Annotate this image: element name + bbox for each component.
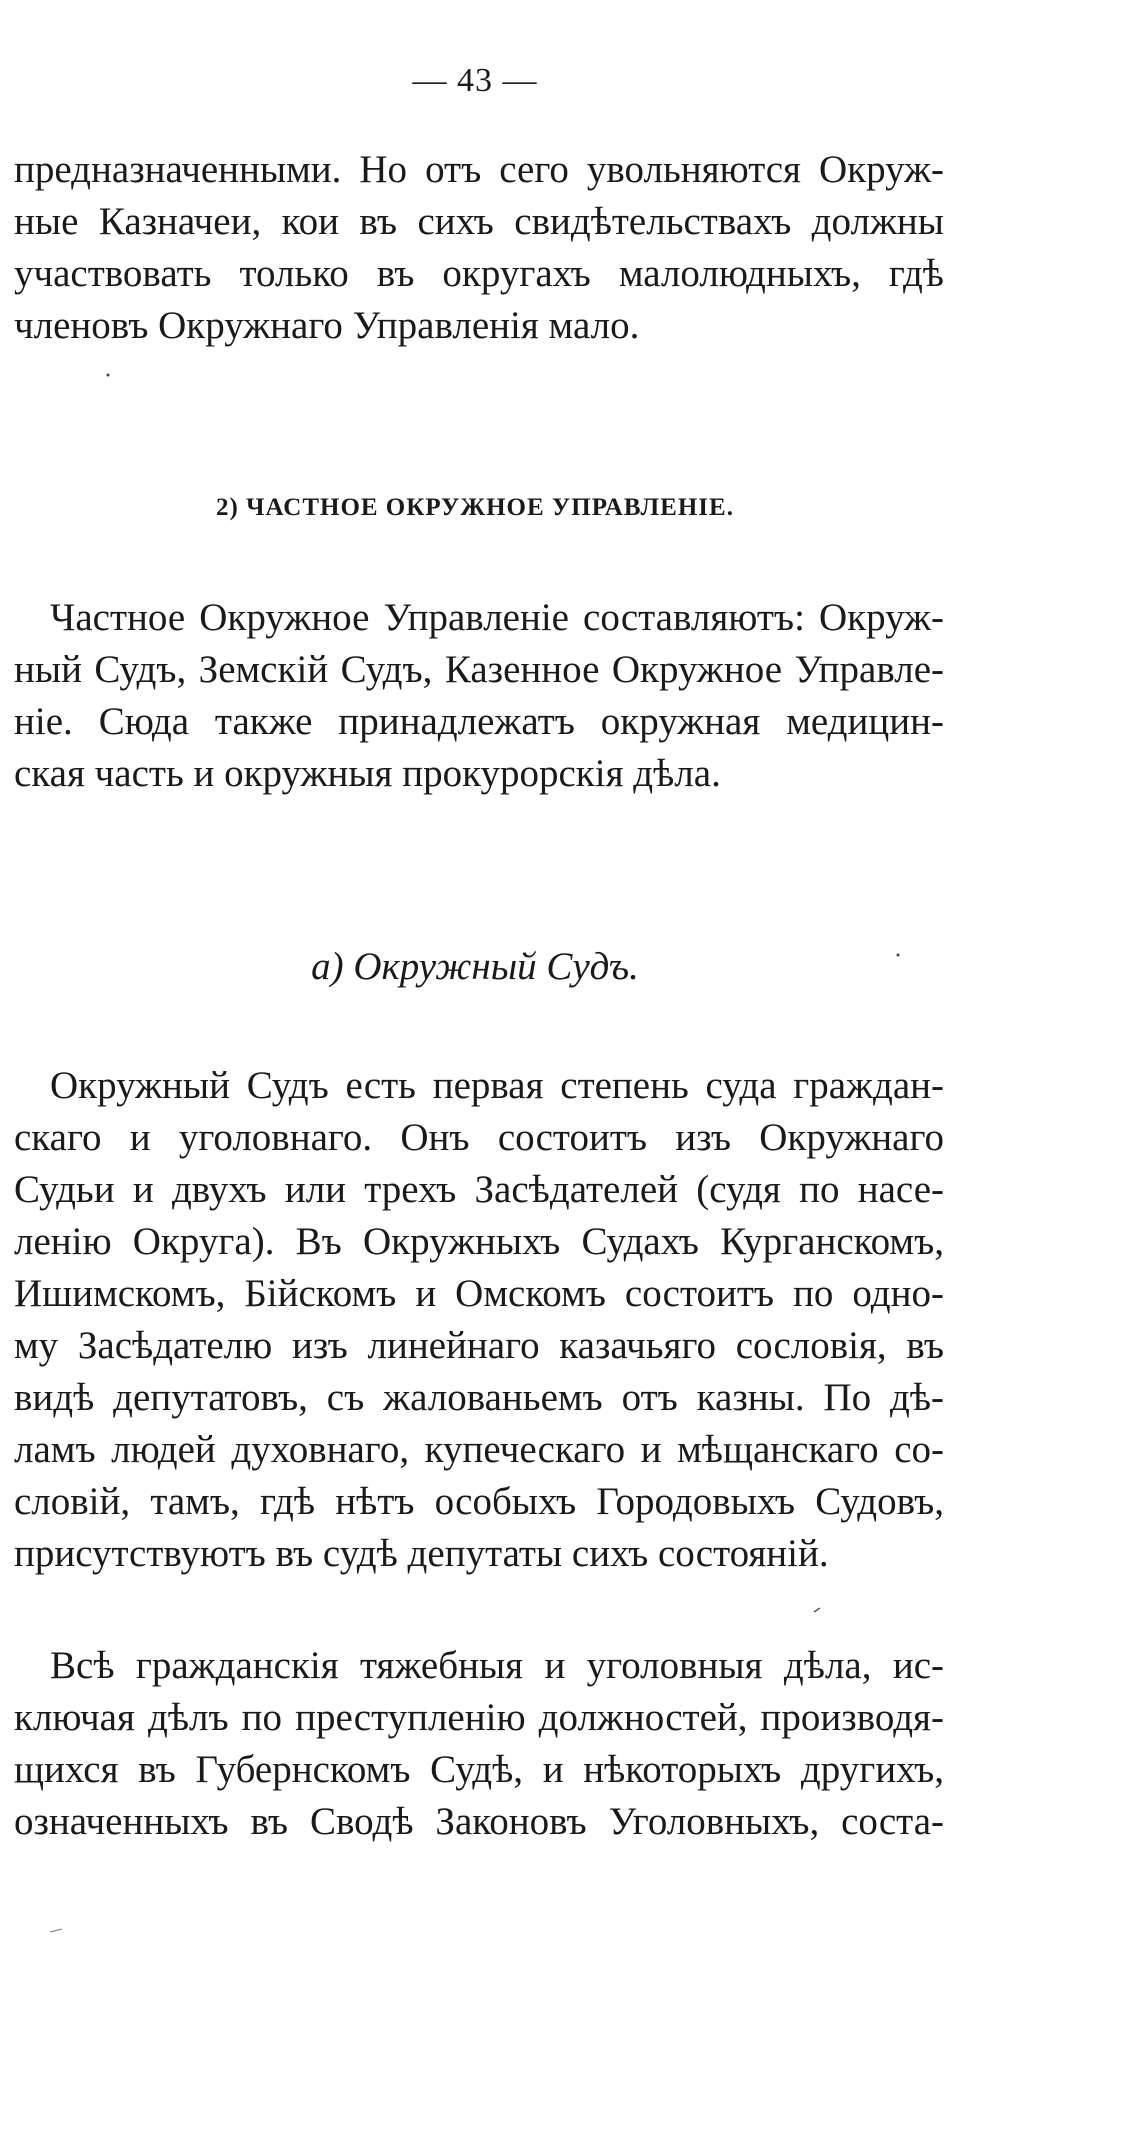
text-line: Судьи и двухъ или трехъ Засѣдателей (судя по насе- bbox=[14, 1168, 944, 1211]
sub-heading: а) Окружный Судъ. bbox=[311, 945, 639, 988]
text-line: словій, тамъ, гдѣ нѣтъ особыхъ Городовыхъ Судовъ, bbox=[14, 1480, 944, 1523]
text-line: ленію Округа). Въ Окружныхъ Судахъ Курганскомъ, bbox=[14, 1220, 944, 1263]
text-line: ніе. Сюда также принадлежатъ окружная медицин- bbox=[14, 700, 944, 743]
text-line: означенныхъ въ Сводѣ Законовъ Уголовныхъ, соста- bbox=[14, 1800, 944, 1843]
text-line: щихся въ Губернскомъ Судѣ, и нѣкоторыхъ другихъ, bbox=[14, 1748, 944, 1791]
paragraph-2 bbox=[14, 592, 944, 800]
section-heading: 2) ЧАСТНОЕ ОКРУЖНОЕ УПРАВЛЕНІЕ. bbox=[216, 494, 734, 521]
text-line: видѣ депутатовъ, съ жалованьемъ отъ казны. По дѣ- bbox=[14, 1376, 944, 1419]
text-line: Ишимскомъ, Бійскомъ и Омскомъ состоитъ по одно- bbox=[14, 1272, 944, 1315]
text-line: скаго и уголовнаго. Онъ состоитъ изъ Окружнаго bbox=[14, 1116, 944, 1159]
text-line: му Засѣдателю изъ линейнаго казачьяго сословія, въ bbox=[14, 1324, 944, 1367]
text-line: Частное Окружное Управленіе составляютъ: Окруж- bbox=[50, 596, 944, 639]
text-line: ный Судъ, Земскій Судъ, Казенное Окружное Управле- bbox=[14, 648, 944, 691]
paragraph-1 bbox=[14, 144, 944, 352]
paragraph-4 bbox=[14, 1640, 944, 1848]
text-line: ская часть и окружныя прокурорскія дѣла. bbox=[14, 752, 721, 795]
text-line: ключая дѣлъ по преступленію должностей, производя- bbox=[14, 1696, 944, 1739]
speck bbox=[107, 374, 110, 377]
text-line: предназначенными. Но отъ сего увольняются Окруж- bbox=[14, 148, 944, 191]
text-line: Всѣ гражданскія тяжебныя и уголовныя дѣла, ис- bbox=[50, 1644, 944, 1687]
text-line: ламъ людей духовнаго, купеческаго и мѣщанскаго со- bbox=[14, 1428, 944, 1471]
page-number: — 43 — bbox=[412, 62, 538, 99]
paragraph-3 bbox=[14, 1060, 944, 1580]
text-line: членовъ Окружнаго Управленія мало. bbox=[14, 304, 640, 347]
text-line: ные Казначеи, кои въ сихъ свидѣтельствахъ должны bbox=[14, 200, 944, 243]
speck bbox=[50, 1929, 62, 1932]
text-line: присутствуютъ въ судѣ депутаты сихъ состояній. bbox=[14, 1532, 829, 1575]
speck bbox=[814, 1608, 820, 1612]
text-line: Окружный Судъ есть первая степень суда граждан- bbox=[50, 1064, 944, 1107]
text-line: участвовать только въ округахъ малолюдныхъ, гдѣ bbox=[14, 252, 944, 295]
